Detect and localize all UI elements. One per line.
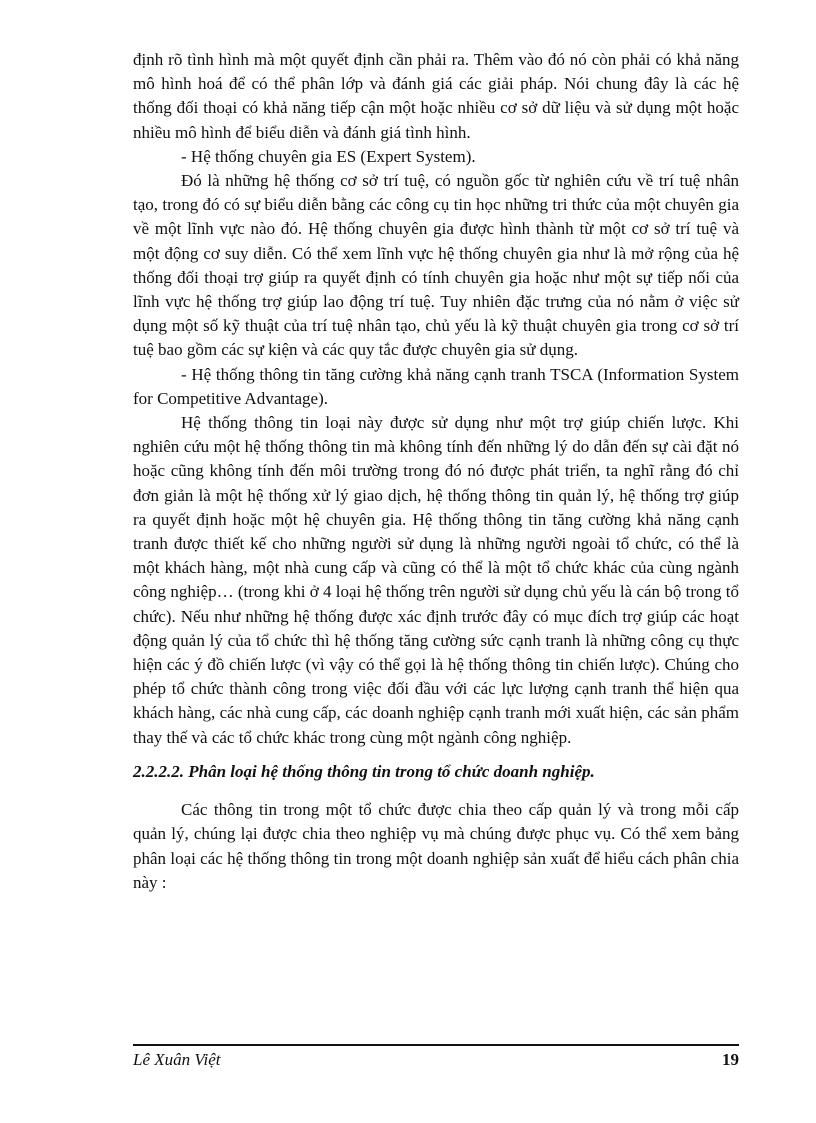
paragraph-classification: Các thông tin trong một tổ chức được chia theo cấp quản lý và trong mỗi cấp quản lý, chúng lại được chia theo nghiệp vụ mà chúng được phục vụ. Có thể xem bảng phân loại các hệ thống thông tin trong một doanh nghiệp sản xuất để hiểu cách phân chia này : xyxy=(133,800,739,892)
page-body xyxy=(133,48,739,895)
paragraph-expert-system: Đó là những hệ thống cơ sở trí tuệ, có nguồn gốc từ nghiên cứu về trí tuệ nhân tạo, trong đó có sự biểu diễn bằng các công cụ tin học những tri thức của một chuyên gia về một lĩnh vực nào đó. Hệ thống chuyên gia được hình thành từ một cơ sở trí tuệ và một động cơ suy diễn. Có thể xem lĩnh vực hệ thống chuyên gia như là mở rộng của hệ thống đối thoại trợ giúp ra quyết định có tính chuyên gia hoặc như một sự tiếp nối của lĩnh vực hệ thống trợ giúp lao động trí tuệ. Tuy nhiên đặc trưng của nó nằm ở việc sử dụng một số kỹ thuật của trí tuệ nhân tạo, chủ yếu là kỹ thuật chuyên gia trong cơ sở trí tuệ bao gồm các sự kiện và các quy tắc được chuyên gia sử dụng. xyxy=(133,171,739,360)
footer-divider xyxy=(133,1044,739,1046)
list-item-tsca: - Hệ thống thông tin tăng cường khả năng cạnh tranh TSCA (Information System for Competitive Advantage). xyxy=(133,364,739,408)
page-number: 19 xyxy=(722,1050,739,1069)
list-item-expert-system: - Hệ thống chuyên gia ES (Expert System). xyxy=(181,146,476,166)
section-heading: 2.2.2.2. Phân loại hệ thống thông tin trong tổ chức doanh nghiệp. xyxy=(133,761,595,781)
paragraph-continuation: định rõ tình hình mà một quyết định cần phải ra. Thêm vào đó nó còn phải có khả năng mô hình hoá để có thể phân lớp và đánh giá các giải pháp. Nói chung đây là các hệ thống đối thoại có khả năng tiếp cận một hoặc nhiều cơ sở dữ liệu và sử dụng một hoặc nhiều mô hình để biểu diễn và đánh giá tình hình. xyxy=(133,50,739,142)
paragraph-tsca: Hệ thống thông tin loại này được sử dụng như một trợ giúp chiến lược. Khi nghiên cứu một hệ thống thông tin mà không tính đến những lý do dẫn đến sự cài đặt nó hoặc cũng không tính đến môi trường trong đó nó được phát triển, ta nghĩ rằng đó chỉ đơn giản là một hệ thống xử lý giao dịch, hệ thống thông tin quản lý, hệ thống trợ giúp ra quyết định hoặc một hệ chuyên gia. Hệ thống thông tin tăng cường khả năng cạnh tranh được thiết kế cho những người sử dụng là những người ngoài tổ chức, có thể là một khách hàng, một nhà cung cấp và cũng có thể là một tổ chức khác của cùng ngành công nghiệp… (trong khi ở 4 loại hệ thống trên người sử dụng chủ yếu là cán bộ trong tổ chức). Nếu như những hệ thống được xác định trước đây có mục đích trợ giúp các hoạt động quản lý của tổ chức thì hệ thống tăng cường sức cạnh tranh là những công cụ thực hiện các ý đồ chiến lược (vì vậy có thể gọi là hệ thống thông tin chiến lược). Chúng cho phép tổ chức thành công trong việc đối đầu với các lực lượng cạnh tranh thể hiện qua khách hàng, các nhà cung cấp, các doanh nghiệp cạnh tranh mới xuất hiện, các sản phẩm thay thế và các tổ chức khác trong cùng một ngành công nghiệp. xyxy=(133,413,739,747)
footer-author: Lê Xuân Việt xyxy=(133,1050,221,1069)
